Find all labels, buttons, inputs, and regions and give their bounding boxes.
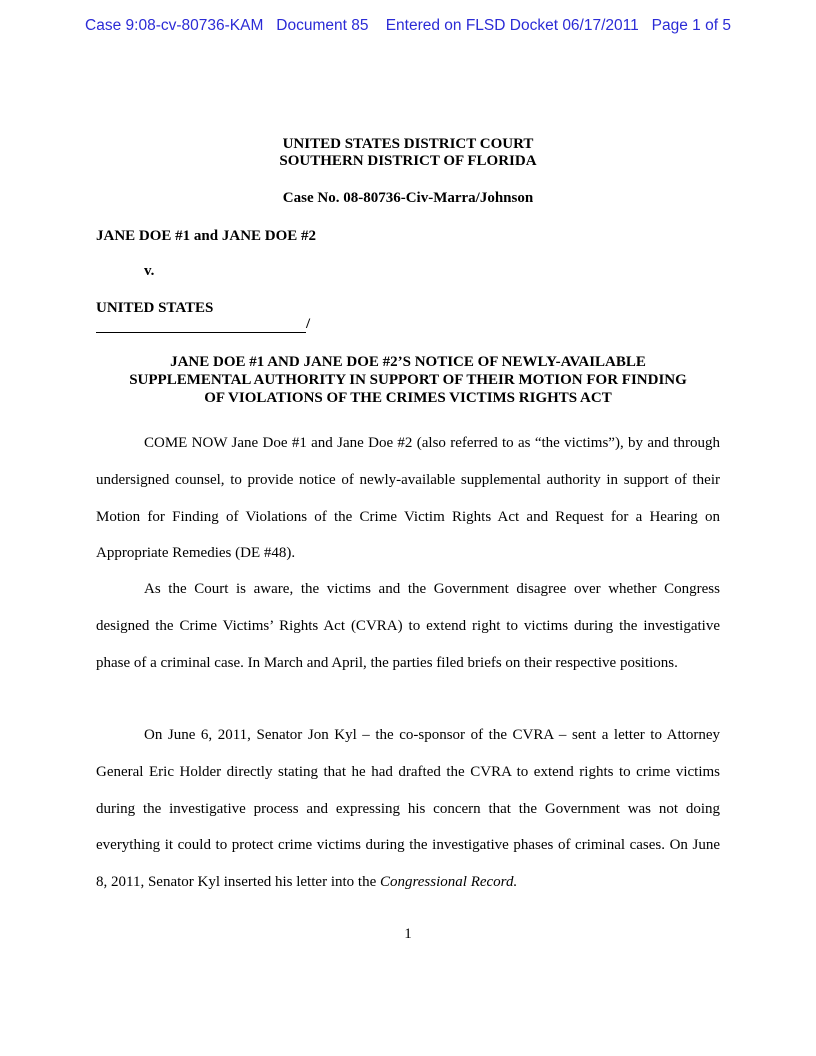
docket-header-stamp: Case 9:08-cv-80736-KAM Document 85 Entered on FLSD Docket 06/17/2011 Page 1 of 5: [85, 17, 731, 34]
page-number: 1: [404, 926, 412, 942]
plaintiffs: JANE DOE #1 and JANE DOE #2: [96, 228, 317, 244]
case-number: Case No. 08-80736-Civ-Marra/Johnson: [282, 190, 534, 206]
versus: v.: [144, 263, 155, 279]
caption-rule: [96, 316, 310, 333]
document-title-line-3: OF VIOLATIONS OF THE CRIMES VICTIMS RIGHTS ACT: [204, 390, 612, 406]
court-name-line-2: SOUTHERN DISTRICT OF FLORIDA: [279, 153, 537, 169]
caption-underline: [96, 318, 306, 333]
document-title: [0, 353, 816, 407]
paragraph-3: [96, 717, 720, 901]
document-title-line-2: SUPPLEMENTAL AUTHORITY IN SUPPORT OF THEIR MOTION FOR FINDING: [129, 372, 687, 388]
paragraph-1: COME NOW Jane Doe #1 and Jane Doe #2 (also referred to as “the victims”), by and through undersigned counsel, to provide notice of newly-available supplemental authority in support of their Motion for Finding of Violations of the Crime Victim Rights Act and Request for a Hearing on Appropriate Remedies (DE #48).: [96, 435, 720, 562]
court-name: [0, 136, 816, 170]
caption-rule-slash: /: [306, 316, 311, 332]
court-name-line-1: UNITED STATES DISTRICT COURT: [282, 136, 534, 152]
document-title-line-1: JANE DOE #1 AND JANE DOE #2’S NOTICE OF NEWLY-AVAILABLE: [170, 354, 646, 370]
paragraph-2: As the Court is aware, the victims and the Government disagree over whether Congress designed the Crime Victims’ Rights Act (CVRA) to extend right to victims during the investigative phase of a criminal case. In March and April, the parties filed briefs on their respective positions.: [96, 581, 720, 671]
defendant: UNITED STATES: [96, 300, 214, 316]
paragraph-3-text: On June 6, 2011, Senator Jon Kyl – the co-sponsor of the CVRA – sent a letter to Attorney General Eric Holder directly stating that he had drafted the CVRA to extend rights to crime victims during the investigative process and expressing his concern that the Government was not doing everything it could to protect crime victims during the investigative phases of criminal cases. On June 8, 2011, Senator Kyl inserted his letter into the: [96, 727, 720, 891]
congressional-record-citation: Congressional Record.: [379, 874, 518, 891]
